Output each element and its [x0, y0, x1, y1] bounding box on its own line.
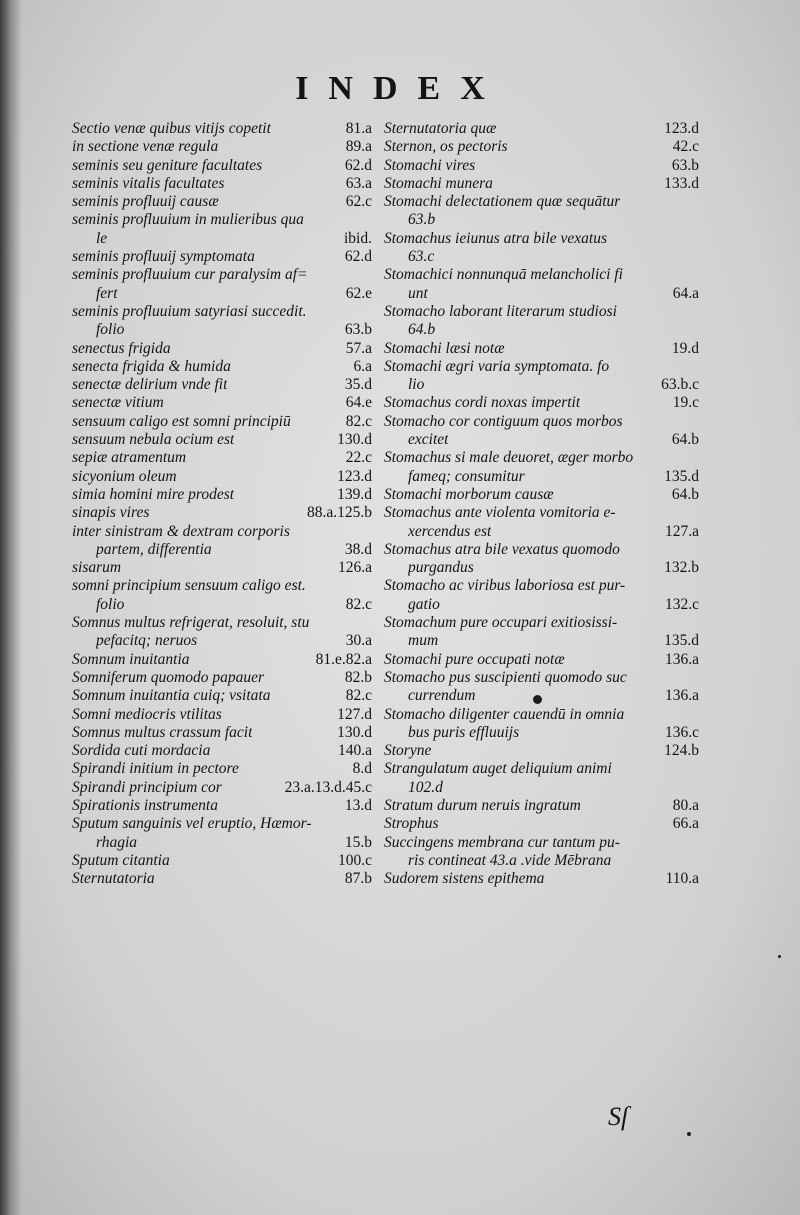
- index-entry: [384, 138, 699, 156]
- index-entry: [72, 523, 372, 541]
- index-entry: [72, 541, 372, 559]
- entry-reference: 62.d: [344, 156, 372, 174]
- entry-text: seminis profluuij causæ: [72, 193, 219, 211]
- index-entry: [384, 413, 699, 431]
- entry-text: Sudorem sistens epithema: [384, 870, 545, 888]
- index-entry: [72, 120, 372, 138]
- entry-text: rhagia: [96, 833, 138, 851]
- index-column-left: [72, 120, 372, 888]
- index-entry: [384, 303, 699, 321]
- entry-reference: 81.a: [345, 120, 372, 137]
- entry-text: Somnum inuitantia: [72, 650, 190, 668]
- index-entry: [72, 797, 372, 815]
- entry-reference: 64.b: [671, 485, 699, 503]
- entry-text: seminis profluuij symptomata: [72, 248, 255, 266]
- entry-reference: 63.b: [344, 321, 372, 339]
- entry-text: Stomachi ægri varia symptomata. fo: [384, 357, 610, 375]
- index-entry: [384, 248, 699, 266]
- entry-text: seminis seu geniture facultates: [72, 156, 263, 174]
- entry-text: sinapis vires: [72, 504, 150, 522]
- index-entry: [72, 138, 372, 156]
- index-entry: [384, 449, 699, 467]
- entry-reference: 127.d: [337, 705, 372, 723]
- entry-text: Stomachus cordi noxas impertit: [384, 394, 581, 412]
- entry-text: Stomachus ante violenta vomitoria e-: [384, 504, 616, 522]
- index-entry: [72, 266, 372, 284]
- entry-text: Somnus multus refrigerat, resoluit, stu: [72, 614, 310, 632]
- index-entry: [384, 230, 699, 248]
- entry-text: Spirandi initium in pectore: [72, 760, 239, 778]
- index-entry: [72, 193, 372, 211]
- entry-reference: 19.d: [671, 339, 699, 357]
- entry-text: inter sinistram & dextram corporis: [72, 522, 290, 540]
- entry-reference: 89.a: [345, 138, 372, 156]
- entry-text: 63.b: [408, 211, 436, 229]
- entry-text: in sectione venæ regula: [72, 138, 219, 156]
- entry-reference: 135.d: [664, 632, 699, 650]
- entry-text: Stomachum pure occupari exitiosissi-: [384, 614, 618, 632]
- entry-text: pefacitq; neruos: [96, 632, 198, 650]
- entry-reference: 136.c: [664, 723, 699, 741]
- entry-text: sisarum: [72, 559, 122, 577]
- entry-text: lio: [408, 376, 425, 394]
- index-entry: [72, 486, 372, 504]
- entry-reference: 38.d: [344, 540, 372, 558]
- entry-reference: 82.c: [345, 412, 372, 430]
- index-entry: [72, 760, 372, 778]
- entry-text: Sectio venæ quibus vitijs copetit: [72, 120, 271, 137]
- entry-reference: 62.c: [345, 193, 372, 211]
- entry-text: Stomachus ieiunus atra bile vexatus: [384, 229, 607, 247]
- entry-reference: 87.b: [344, 870, 372, 888]
- index-entry: [72, 358, 372, 376]
- index-entry: [384, 321, 699, 339]
- entry-reference: 80.a: [672, 796, 699, 814]
- entry-reference: 62.d: [344, 248, 372, 266]
- entry-text: seminis profluuium in mulieribus qua: [72, 211, 304, 229]
- entry-text: Stomachici nonnunquā melancholici fi: [384, 266, 623, 284]
- entry-text: unt: [408, 284, 428, 302]
- index-entry: [384, 266, 699, 284]
- entry-text: gatio: [408, 595, 440, 613]
- entry-text: somni principium sensuum caligo est.: [72, 577, 306, 595]
- entry-text: bus puris effluuijs: [408, 723, 520, 741]
- entry-reference: 132.c: [664, 595, 699, 613]
- entry-text: senectus frigida: [72, 339, 171, 357]
- entry-text: senecta frigida & humida: [72, 357, 231, 375]
- entry-reference: 110.a: [665, 870, 699, 888]
- index-entry: [72, 779, 372, 797]
- index-entry: [384, 852, 699, 870]
- index-entry: [72, 614, 372, 632]
- entry-reference: 124.b: [664, 742, 699, 760]
- index-entry: [72, 815, 372, 833]
- entry-reference: 22.c: [345, 449, 372, 467]
- entry-text: 102.d: [408, 778, 443, 796]
- entry-text: 63.c: [408, 248, 435, 266]
- entry-text: Stomacho ac viribus laboriosa est pur-: [384, 577, 626, 595]
- index-entry: [72, 303, 372, 321]
- entry-text: senectæ vitium: [72, 394, 164, 412]
- entry-text: ris contineat 43.a .vide Mēbrana: [408, 851, 612, 869]
- index-entry: [384, 669, 699, 687]
- entry-reference: ibid.: [344, 229, 372, 247]
- index-entry: [72, 468, 372, 486]
- entry-reference: 123.d: [664, 120, 699, 137]
- ink-spot: [533, 695, 542, 704]
- index-entry: [384, 486, 699, 504]
- index-entry: [384, 157, 699, 175]
- entry-reference: 62.e: [345, 284, 372, 302]
- index-entry: [384, 577, 699, 595]
- index-entry: [384, 742, 699, 760]
- entry-reference: 82.b: [344, 668, 372, 686]
- entry-reference: 64.a: [672, 284, 699, 302]
- index-entry: [72, 175, 372, 193]
- entry-text: Storyne: [384, 742, 432, 760]
- entry-text: Stomachi pure occupati notæ: [384, 650, 565, 668]
- index-entry: [384, 285, 699, 303]
- entry-text: fameq; consumitur: [408, 467, 525, 485]
- index-entry: [72, 577, 372, 595]
- index-entry: [72, 340, 372, 358]
- entry-text: Stomacho laborant literarum studiosi: [384, 302, 617, 320]
- entry-reference: 130.d: [337, 431, 372, 449]
- index-entry: [384, 504, 699, 522]
- catchword: Sſ: [608, 1102, 629, 1131]
- entry-reference: 30.a: [345, 632, 372, 650]
- entry-text: mum: [408, 632, 439, 650]
- entry-reference: 42.c: [672, 138, 699, 156]
- entry-text: seminis profluuium satyriasi succedit.: [72, 302, 307, 320]
- index-entry: [72, 669, 372, 687]
- entry-text: Sputum citantia: [72, 851, 170, 869]
- index-entry: [72, 431, 372, 449]
- index-entry: [384, 870, 699, 888]
- ink-speck: [778, 955, 781, 958]
- entry-text: partem, differentia: [96, 540, 212, 558]
- index-entry: [72, 706, 372, 724]
- entry-text: Stomacho pus suscipienti quomodo suc: [384, 668, 627, 686]
- entry-reference: 139.d: [337, 485, 372, 503]
- index-column-right: [384, 120, 699, 888]
- entry-reference: 63.a: [345, 174, 372, 192]
- entry-text: purgandus: [408, 559, 474, 577]
- entry-text: sensuum nebula ocium est: [72, 431, 235, 449]
- index-entry: [384, 468, 699, 486]
- entry-reference: 15.b: [344, 833, 372, 851]
- entry-reference: 126.a: [337, 559, 372, 577]
- entry-text: folio: [96, 321, 125, 339]
- entry-text: seminis vitalis facultates: [72, 174, 225, 192]
- entry-reference: 63.b.c: [661, 376, 699, 394]
- index-entry: [72, 596, 372, 614]
- index-entry: [72, 321, 372, 339]
- index-entry: [72, 632, 372, 650]
- index-entry: [384, 559, 699, 577]
- index-entry: [384, 779, 699, 797]
- entry-text: Spirandi principium cor: [72, 778, 222, 796]
- entry-reference: 66.a: [672, 815, 699, 833]
- entry-text: Stomacho diligenter cauendū in omnia: [384, 705, 625, 723]
- entry-text: Sternutatoria quæ: [384, 120, 497, 137]
- index-entry: [384, 724, 699, 742]
- index-entry: [72, 394, 372, 412]
- entry-text: Stratum durum neruis ingratum: [384, 796, 581, 814]
- entry-reference: 100.c: [337, 851, 372, 869]
- index-entry: [384, 175, 699, 193]
- index-entry: [72, 230, 372, 248]
- entry-reference: 123.d: [337, 467, 372, 485]
- entry-text: sicyonium oleum: [72, 467, 177, 485]
- entry-reference: 13.d: [344, 796, 372, 814]
- entry-reference: 35.d: [344, 376, 372, 394]
- entry-text: Stomachi læsi notæ: [384, 339, 505, 357]
- index-entry: [384, 120, 699, 138]
- entry-reference: 19.c: [672, 394, 699, 412]
- index-entry: [384, 193, 699, 211]
- entry-text: Sordida cuti mordacia: [72, 742, 211, 760]
- index-entry: [384, 834, 699, 852]
- index-entry: [72, 687, 372, 705]
- entry-text: folio: [96, 595, 125, 613]
- entry-reference: 140.a: [337, 742, 372, 760]
- index-entry: [384, 651, 699, 669]
- index-entry: [72, 870, 372, 888]
- index-entry: [384, 394, 699, 412]
- entry-reference: 6.a: [353, 357, 372, 375]
- entry-reference: 133.d: [664, 174, 699, 192]
- entry-reference: 8.d: [352, 760, 372, 778]
- entry-reference: 136.a: [664, 687, 699, 705]
- index-entry: [72, 742, 372, 760]
- entry-text: Sternutatoria: [72, 870, 155, 888]
- index-entry: [384, 376, 699, 394]
- entry-text: currendum: [408, 687, 476, 705]
- index-entry: [384, 632, 699, 650]
- entry-text: 64.b: [408, 321, 436, 339]
- entry-reference: 23.a.13.d.45.c: [284, 778, 372, 796]
- index-entry: [384, 596, 699, 614]
- index-entry: [384, 815, 699, 833]
- index-entry: [72, 248, 372, 266]
- entry-reference: 135.d: [664, 467, 699, 485]
- index-entry: [72, 285, 372, 303]
- entry-text: xercendus est: [408, 522, 492, 540]
- index-entry: [384, 614, 699, 632]
- entry-reference: 132.b: [664, 559, 699, 577]
- index-entry: [384, 797, 699, 815]
- entry-reference: 88.a.125.b: [306, 504, 372, 522]
- entry-reference: 57.a: [345, 339, 372, 357]
- entry-reference: 127.a: [664, 522, 699, 540]
- entry-text: Stomachus atra bile vexatus quomodo: [384, 540, 620, 558]
- index-entry: [384, 211, 699, 229]
- index-entry: [384, 431, 699, 449]
- index-entry: [72, 211, 372, 229]
- entry-text: Strophus: [384, 815, 439, 833]
- index-entry: [72, 157, 372, 175]
- entry-text: Somnus multus crassum facit: [72, 723, 253, 741]
- index-entry: [384, 541, 699, 559]
- entry-reference: 63.b: [671, 156, 699, 174]
- entry-text: excitet: [408, 431, 449, 449]
- index-entry: [72, 376, 372, 394]
- entry-reference: 130.d: [337, 723, 372, 741]
- index-entry: [384, 523, 699, 541]
- entry-reference: 64.b: [671, 431, 699, 449]
- page-title: INDEX: [295, 70, 505, 107]
- index-entry: [384, 340, 699, 358]
- entry-text: Somnum inuitantia cuiq; vsitata: [72, 687, 271, 705]
- entry-text: sepiæ atramentum: [72, 449, 187, 467]
- index-entry: [72, 504, 372, 522]
- entry-text: sensuum caligo est somni principiū: [72, 412, 291, 430]
- index-entry: [72, 724, 372, 742]
- entry-text: Somniferum quomodo papauer: [72, 668, 265, 686]
- index-entry: [384, 358, 699, 376]
- entry-text: fert: [96, 284, 118, 302]
- entry-reference: 81.e.82.a: [315, 650, 372, 668]
- entry-reference: 82.c: [345, 595, 372, 613]
- entry-text: Stomachi vires: [384, 156, 476, 174]
- entry-text: Stomachi morborum causæ: [384, 485, 554, 503]
- index-entry: [72, 651, 372, 669]
- entry-text: Stomachi delectationem quæ sequātur: [384, 193, 621, 211]
- index-entry: [72, 834, 372, 852]
- entry-text: senectæ delirium vnde fit: [72, 376, 228, 394]
- entry-text: Strangulatum auget deliquium animi: [384, 760, 612, 778]
- entry-text: seminis profluuium cur paralysim af=: [72, 266, 308, 284]
- entry-text: Somni mediocris vtilitas: [72, 705, 222, 723]
- index-entry: [72, 559, 372, 577]
- entry-text: Stomachi munera: [384, 174, 493, 192]
- index-entry: [72, 413, 372, 431]
- entry-reference: 136.a: [664, 650, 699, 668]
- index-entry: [384, 706, 699, 724]
- entry-text: Spirationis instrumenta: [72, 796, 218, 814]
- entry-text: Sputum sanguinis vel eruptio, Hæmor-: [72, 815, 312, 833]
- index-entry: [384, 687, 699, 705]
- entry-text: Stomachus si male deuoret, æger morbo: [384, 449, 634, 467]
- entry-reference: 82.c: [345, 687, 372, 705]
- entry-text: Stomacho cor contiguum quos morbos: [384, 412, 623, 430]
- entry-text: Succingens membrana cur tantum pu-: [384, 833, 620, 851]
- index-entry: [72, 852, 372, 870]
- index-entry: [72, 449, 372, 467]
- index-entry: [384, 760, 699, 778]
- ink-speck: [687, 1132, 691, 1136]
- entry-reference: 64.e: [345, 394, 372, 412]
- entry-text: Sternon, os pectoris: [384, 138, 508, 156]
- entry-text: simia homini mire prodest: [72, 485, 235, 503]
- entry-text: le: [96, 229, 108, 247]
